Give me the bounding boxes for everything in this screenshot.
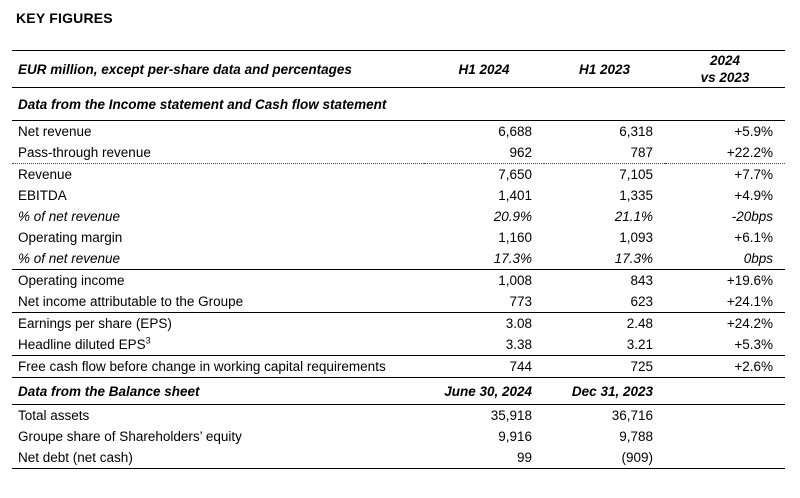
row-label: Headline diluted EPS xyxy=(18,337,146,352)
jun-2024-value: 9,916 xyxy=(498,429,532,444)
h1-2023-value: 21.1% xyxy=(614,209,653,224)
change-value: +7.7% xyxy=(734,167,773,182)
row-label: Free cash flow before change in working capital requirements xyxy=(18,359,386,374)
row-label: % of net revenue xyxy=(12,248,424,270)
h1-2023-value: 623 xyxy=(544,291,665,313)
header-change-line1: 2024 xyxy=(709,53,741,68)
h1-2023-value: 6,318 xyxy=(619,124,653,139)
h1-2023-value: 3.21 xyxy=(544,334,665,356)
h1-2024-value: 1,160 xyxy=(498,230,532,245)
h1-2023-value: 843 xyxy=(630,273,653,288)
h1-2023-value: 1,335 xyxy=(619,188,653,203)
change-value: +24.2% xyxy=(726,316,773,331)
change-value: +4.9% xyxy=(734,188,773,203)
row-label: Operating income xyxy=(18,273,125,288)
row-label: Net debt (net cash) xyxy=(12,447,424,469)
change-value: +22.2% xyxy=(665,142,785,164)
h1-2024-value: 20.9% xyxy=(493,209,532,224)
change-value: 0bps xyxy=(665,248,785,270)
row-label: Total assets xyxy=(18,408,90,423)
table-row xyxy=(12,313,785,335)
change-value: +5.3% xyxy=(665,334,785,356)
table-row xyxy=(12,206,785,227)
header-jun-2024: June 30, 2024 xyxy=(424,378,544,405)
section-balance-row xyxy=(12,378,785,405)
row-label: % of net revenue xyxy=(18,209,121,224)
footnote-marker: 3 xyxy=(145,335,151,346)
table-row xyxy=(12,405,785,427)
key-figures-table xyxy=(12,50,785,469)
table-row xyxy=(12,164,785,186)
change-value: -20bps xyxy=(731,209,773,224)
page-title: KEY FIGURES xyxy=(16,10,113,26)
jun-2024-value: 99 xyxy=(424,447,544,469)
row-label: Operating margin xyxy=(18,230,123,245)
row-label: Pass-through revenue xyxy=(12,142,424,164)
change-value: +5.9% xyxy=(734,124,773,139)
h1-2024-value: 1,401 xyxy=(498,188,532,203)
h1-2024-value: 3.08 xyxy=(505,316,532,331)
change-value: +24.1% xyxy=(665,291,785,313)
table-row xyxy=(12,291,785,313)
h1-2024-value: 3.38 xyxy=(424,334,544,356)
row-label: EBITDA xyxy=(18,188,67,203)
change-value: +19.6% xyxy=(726,273,773,288)
table-header-row xyxy=(12,51,785,88)
table-row xyxy=(12,270,785,292)
dec-2023-value: 36,716 xyxy=(611,408,653,423)
table-row xyxy=(12,248,785,270)
row-label: Net income attributable to the Groupe xyxy=(12,291,424,313)
change-value: +6.1% xyxy=(734,230,773,245)
dec-2023-value: (909) xyxy=(544,447,665,469)
table-row xyxy=(12,227,785,248)
table-row xyxy=(12,356,785,378)
h1-2023-value: 2.48 xyxy=(626,316,653,331)
h1-2024-value: 744 xyxy=(509,359,532,374)
h1-2023-value: 1,093 xyxy=(619,230,653,245)
h1-2023-value: 725 xyxy=(630,359,653,374)
h1-2023-value: 17.3% xyxy=(544,248,665,270)
dec-2023-value: 9,788 xyxy=(619,429,653,444)
table-row xyxy=(12,121,785,143)
row-label: Earnings per share (EPS) xyxy=(18,316,172,331)
table-row xyxy=(12,142,785,164)
row-label: Net revenue xyxy=(18,124,92,139)
h1-2023-value: 787 xyxy=(544,142,665,164)
header-h1-2024: H1 2024 xyxy=(424,51,544,88)
h1-2024-value: 17.3% xyxy=(424,248,544,270)
h1-2024-value: 962 xyxy=(424,142,544,164)
table-row xyxy=(12,334,785,356)
section-income-label: Data from the Income statement and Cash flow statement xyxy=(18,96,387,112)
header-change xyxy=(665,51,785,88)
h1-2024-value: 6,688 xyxy=(498,124,532,139)
h1-2024-value: 7,650 xyxy=(498,167,532,182)
section-income-row xyxy=(12,88,785,121)
header-h1-2023: H1 2023 xyxy=(544,51,665,88)
header-label: EUR million, except per-share data and percentages xyxy=(12,51,424,88)
table-row xyxy=(12,185,785,206)
table-row xyxy=(12,447,785,469)
change-value: +2.6% xyxy=(734,359,773,374)
table-row xyxy=(12,426,785,447)
h1-2024-value: 1,008 xyxy=(498,273,532,288)
h1-2023-value: 7,105 xyxy=(619,167,653,182)
header-dec-2023: Dec 31, 2023 xyxy=(544,378,665,405)
jun-2024-value: 35,918 xyxy=(490,408,532,423)
header-change-line2: vs 2023 xyxy=(700,70,750,85)
section-balance-label: Data from the Balance sheet xyxy=(12,378,424,405)
row-label: Revenue xyxy=(18,167,73,182)
row-label: Groupe share of Shareholders’ equity xyxy=(18,429,242,444)
h1-2024-value: 773 xyxy=(424,291,544,313)
